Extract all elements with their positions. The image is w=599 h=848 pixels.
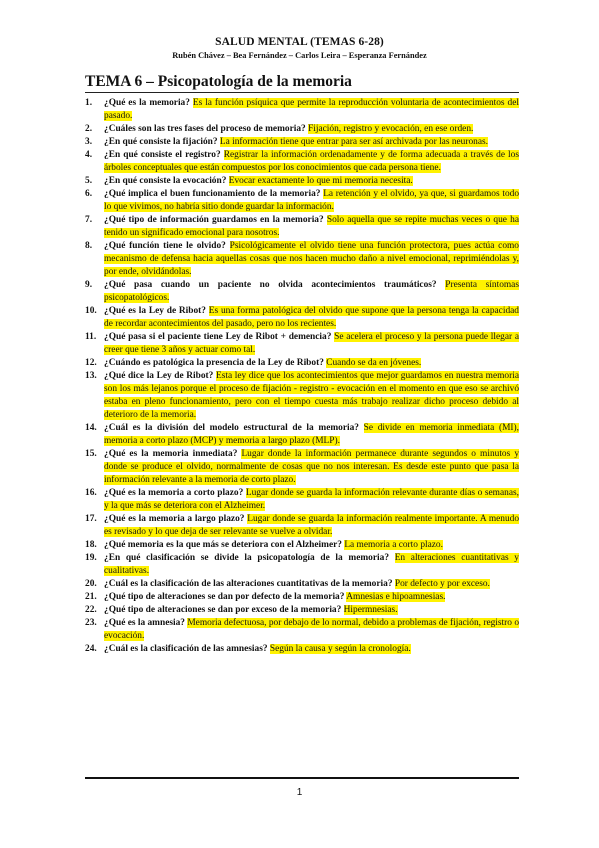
item-number: 19. [85, 553, 97, 563]
question-text: ¿Qué es la amnesia? [104, 618, 185, 628]
item-number: 10. [85, 306, 97, 316]
item-number: 15. [85, 449, 97, 459]
question-text: ¿Cuál es la clasificación de las alteraciones cuantitativas de la memoria? [104, 579, 393, 589]
item-number: 2. [85, 124, 93, 134]
item-number: 23. [85, 618, 97, 628]
item-number: 24. [85, 644, 97, 654]
question-item [85, 578, 519, 591]
highlighted-answer: Solo aquella que se repite muchas veces o que ha tenido un significado emocional para nosotros. [104, 215, 519, 238]
question-text: ¿Qué pasa si el paciente tiene Ley de Ribot + demencia? [104, 332, 332, 342]
question-text: ¿Cuáles son las tres fases del proceso de memoria? [104, 124, 306, 134]
question-item [85, 240, 519, 279]
question-text: ¿Cuál es la división del modelo estructural de la memoria? [104, 423, 359, 433]
question-item [85, 331, 519, 357]
item-number: 14. [85, 423, 97, 433]
question-text: ¿Qué tipo de alteraciones se dan por defecto de la memoria? [104, 592, 345, 602]
highlighted-answer: Amnesias e hipoamnesias. [346, 592, 446, 602]
highlighted-answer: Evocar exactamente lo que mi memoria necesita. [228, 176, 413, 186]
highlighted-answer: En alteraciones cuantitativas y cualitativas. [104, 553, 519, 576]
item-number: 17. [85, 514, 97, 524]
question-item [85, 279, 519, 305]
item-number: 13. [85, 371, 97, 381]
question-text: ¿Qué es la memoria a largo plazo? [104, 514, 245, 524]
highlighted-answer: Fijación, registro y evocación, en ese orden. [308, 124, 474, 134]
highlighted-answer: Memoria defectuosa, por debajo de lo normal, debido a problemas de fijación, registro o evocación. [104, 618, 520, 641]
item-number: 6. [85, 189, 93, 199]
highlighted-answer: Según la causa y según la cronología. [269, 644, 411, 654]
question-item [85, 604, 519, 617]
highlighted-answer: Lugar donde la información permanece durante segundos o minutos y donde se produce el olvido, normalmente de cosas que no nos interesan. Es desde este punto que pasa la información relevante a la memoria de corto plazo. [104, 449, 520, 485]
question-item [85, 552, 519, 578]
question-list [85, 97, 519, 656]
item-number: 11. [85, 332, 97, 342]
highlighted-answer: Cuando se da en jóvenes. [326, 358, 422, 368]
question-item [85, 617, 519, 643]
item-number: 21. [85, 592, 97, 602]
item-number: 9. [85, 280, 93, 290]
question-item [85, 422, 519, 448]
item-number: 4. [85, 150, 93, 160]
question-text: ¿Qué es la memoria? [104, 98, 190, 108]
question-item [85, 175, 519, 188]
item-number: 12. [85, 358, 97, 368]
authors-line: Rubén Chávez – Bea Fernández – Carlos Leira – Esperanza Fernández [172, 51, 427, 60]
item-number: 20. [85, 579, 97, 589]
highlighted-answer: Es una forma patológica del olvido que supone que la persona tenga la capacidad de recordar acontecimientos del pasado, pero no los recientes. [104, 306, 519, 329]
question-item [85, 448, 519, 487]
footer-rule [85, 777, 519, 779]
question-item [85, 136, 519, 149]
question-text: ¿En qué clasificación se divide la psicopatología de la memoria? [104, 553, 390, 563]
question-text: ¿Qué pasa cuando un paciente no olvida acontecimientos traumáticos? [104, 280, 437, 290]
question-text: ¿En qué consiste la evocación? [104, 176, 227, 186]
highlighted-answer: Por defecto y por exceso. [394, 579, 490, 589]
highlighted-answer: Hipermnesias. [343, 605, 398, 615]
item-number: 1. [85, 98, 93, 108]
highlighted-answer: Presenta síntomas psicopatológicos. [104, 280, 519, 303]
question-text: ¿Qué tipo de información guardamos en la memoria? [104, 215, 324, 225]
question-text: ¿Qué memoria es la que más se deteriora con el Alzheimer? [104, 540, 342, 550]
highlighted-answer: Registrar la información ordenadamente y de forma adecuada a través de los árboles conceptuales que están compuestos por los conocimientos que cada persona tiene. [104, 150, 520, 173]
document-title: SALUD MENTAL (TEMAS 6-28) [215, 36, 384, 48]
item-number: 16. [85, 488, 97, 498]
section-title: TEMA 6 – Psicopatología de la memoria [85, 73, 352, 90]
highlighted-answer: La retención y el olvido, ya que, si guardamos todo lo que vivimos, no habría sitio donde guardar la información. [104, 189, 520, 212]
question-item [85, 370, 519, 422]
highlighted-answer: Lugar donde se guarda la información relevante durante días o semanas, y la que más se deteriora con el Alzheimer. [104, 488, 519, 511]
highlighted-answer: Esta ley dice que los acontecimientos que mejor guardamos en nuestra memoria son los más lejanos porque el proceso de fijación - registro - evocación en el momento en que eso se archivó estaba en pleno funcionamiento, pero con el tiempo cuesta más trabajo realizar dicho proceso debido al deterioro de la memoria. [104, 371, 519, 420]
question-text: ¿Qué es la memoria inmediata? [104, 449, 238, 459]
highlighted-answer: Se acelera el proceso y la persona puede llegar a creer que tiene 3 años y actuar como tal. [104, 332, 519, 355]
item-number: 3. [85, 137, 93, 147]
question-text: ¿En qué consiste el registro? [104, 150, 221, 160]
section-underline [85, 92, 519, 93]
highlighted-answer: Es la función psíquica que permite la reproducción voluntaria de acontecimientos del pasado. [104, 98, 519, 121]
question-item [85, 97, 519, 123]
question-text: ¿Qué implica el buen funcionamiento de la memoria? [104, 189, 321, 199]
item-number: 7. [85, 215, 93, 225]
question-text: ¿En qué consiste la fijación? [104, 137, 218, 147]
question-item [85, 539, 519, 552]
question-item [85, 357, 519, 370]
question-item [85, 214, 519, 240]
page-number: 1 [296, 787, 303, 798]
highlighted-answer: Se divide en memoria inmediata (MI), memoria a corto plazo (MCP) y memoria a largo plazo (MLP). [104, 423, 519, 446]
highlighted-answer: Psicológicamente el olvido tiene una función protectora, pues actúa como mecanismo de defensa hacia aquellas cosas que nos hacen mucho daño a nivel emocional, reprimiéndolas y, por ende, olvidándolas. [104, 241, 519, 277]
question-item [85, 513, 519, 539]
question-text: ¿Qué dice la Ley de Ribot? [104, 371, 214, 381]
item-number: 5. [85, 176, 93, 186]
question-item [85, 487, 519, 513]
highlighted-answer: La información tiene que entrar para ser así archivada por las neuronas. [219, 137, 489, 147]
question-text: ¿Cuándo es patológica la presencia de la Ley de Ribot? [104, 358, 324, 368]
question-item [85, 149, 519, 175]
question-text: ¿Cuál es la clasificación de las amnesias? [104, 644, 268, 654]
question-item [85, 305, 519, 331]
question-text: ¿Qué tipo de alteraciones se dan por exceso de la memoria? [104, 605, 342, 615]
question-item [85, 188, 519, 214]
item-number: 8. [85, 241, 93, 251]
question-item [85, 591, 519, 604]
question-text: ¿Qué función tiene le olvido? [104, 241, 226, 251]
question-item [85, 123, 519, 136]
question-item [85, 643, 519, 656]
question-text: ¿Qué es la Ley de Ribot? [104, 306, 206, 316]
highlighted-answer: La memoria a corto plazo. [344, 540, 443, 550]
item-number: 18. [85, 540, 97, 550]
highlighted-answer: Lugar donde se guarda la información realmente importante. A menudo es revisado y lo que deja de ser relevante se vuelve a olvidar. [104, 514, 520, 537]
question-text: ¿Qué es la memoria a corto plazo? [104, 488, 244, 498]
item-number: 22. [85, 605, 97, 615]
